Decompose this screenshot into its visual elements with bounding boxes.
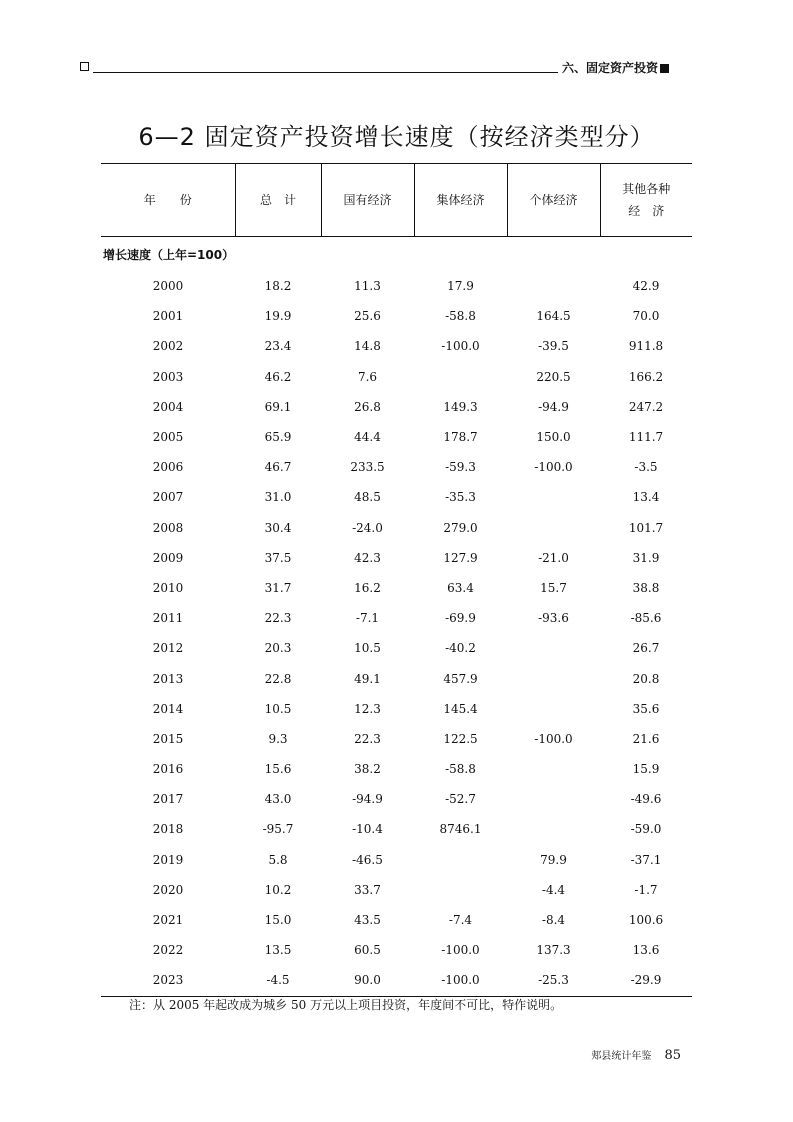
year-cell: 2015	[152, 731, 184, 746]
value-cell: -69.9	[445, 611, 476, 626]
section-label: 增长速度（上年=100）	[103, 247, 235, 262]
value-cell: 164.5	[536, 309, 571, 324]
value-cell: -100.0	[414, 965, 507, 996]
year-cell: 2022	[152, 943, 184, 958]
value-cell: -58.8	[445, 309, 476, 324]
value-cell: 9.3	[268, 731, 288, 746]
year-cell: 2006	[152, 460, 184, 475]
value-cell: 42.3	[354, 550, 381, 565]
value-cell: 38.2	[354, 762, 381, 777]
value-cell: -24.0	[352, 520, 383, 535]
value-cell	[414, 845, 507, 875]
table-row	[101, 422, 692, 452]
value-cell: -7.4	[448, 913, 473, 928]
value-cell: 13.4	[632, 490, 660, 505]
value-cell: -29.9	[600, 965, 692, 996]
value-cell: 90.0	[321, 965, 414, 996]
value-cell: 13.6	[632, 943, 660, 958]
value-cell: 33.7	[354, 882, 381, 897]
table-row	[101, 663, 692, 693]
table-row	[101, 754, 692, 784]
value-cell: 15.9	[632, 762, 660, 777]
year-cell: 2004	[152, 399, 184, 414]
value-cell: -94.9	[352, 792, 383, 807]
value-cell: 48.5	[354, 490, 381, 505]
value-cell: -8.4	[541, 913, 566, 928]
year-cell: 2019	[152, 852, 184, 867]
year-cell: 2014	[152, 701, 184, 716]
value-cell: 127.9	[443, 550, 478, 565]
value-cell: 22.3	[354, 731, 381, 746]
table-row	[101, 724, 692, 754]
value-cell: 15.7	[540, 580, 567, 595]
value-cell: 10.2	[264, 882, 292, 897]
value-cell: -3.5	[634, 460, 658, 475]
value-cell: -52.7	[445, 792, 476, 807]
value-cell: 5.8	[268, 852, 288, 867]
value-cell: 26.7	[632, 641, 660, 656]
year-cell: 2002	[152, 339, 184, 354]
value-cell: 122.5	[443, 731, 478, 746]
value-cell: -85.6	[630, 611, 662, 626]
value-cell: -25.3	[507, 965, 600, 996]
column-header: 总 计	[235, 164, 321, 237]
table-row	[101, 845, 692, 875]
value-cell: -37.1	[630, 852, 662, 867]
data-table	[101, 163, 692, 997]
value-cell: 43.5	[354, 913, 381, 928]
value-cell: 220.5	[536, 369, 571, 384]
year-cell: 2011	[152, 611, 184, 626]
header-box-icon	[80, 62, 89, 71]
value-cell: 17.9	[447, 279, 474, 294]
footnote: 注：从 2005 年起改成为城乡 50 万元以上项目投资，年度间不可比，特作说明。	[129, 998, 563, 1012]
value-cell: 65.9	[264, 430, 292, 445]
year-cell: 2008	[152, 520, 184, 535]
column-header: 集体经济	[414, 164, 507, 237]
value-cell	[507, 754, 600, 784]
value-cell	[414, 362, 507, 392]
year-cell: 2005	[152, 430, 184, 445]
value-cell: -39.5	[538, 339, 569, 354]
value-cell: 279.0	[443, 520, 478, 535]
value-cell: 20.8	[632, 671, 660, 686]
page-title: 6—2 固定资产投资增长速度（按经济类型分）	[138, 123, 655, 151]
table-row	[101, 573, 692, 603]
table-body	[101, 271, 692, 996]
filled-square-icon	[660, 64, 669, 73]
value-cell: -94.9	[538, 399, 569, 414]
table-row	[101, 392, 692, 422]
year-cell: 2012	[152, 641, 184, 656]
value-cell: 14.8	[354, 339, 381, 354]
value-cell: 19.9	[264, 309, 292, 324]
value-cell	[507, 784, 600, 814]
year-cell: 2017	[152, 792, 184, 807]
value-cell: 70.0	[632, 309, 660, 324]
value-cell: 26.8	[354, 399, 381, 414]
year-cell: 2020	[152, 882, 184, 897]
year-cell: 2018	[152, 822, 184, 837]
value-cell: 145.4	[443, 701, 478, 716]
value-cell: 38.8	[632, 580, 660, 595]
value-cell: -4.4	[541, 882, 566, 897]
value-cell: 8746.1	[439, 822, 482, 837]
table-row	[101, 875, 692, 905]
value-cell: -4.5	[235, 965, 321, 996]
column-header: 个体经济	[507, 164, 600, 237]
year-cell: 2009	[152, 550, 184, 565]
value-cell: 63.4	[447, 580, 474, 595]
page-number: 85	[664, 1048, 681, 1063]
table-row	[101, 301, 692, 331]
column-header: 国有经济	[321, 164, 414, 237]
value-cell: 31.9	[632, 550, 660, 565]
value-cell: -100.0	[534, 460, 573, 475]
value-cell: 911.8	[628, 339, 664, 354]
table-row	[101, 331, 692, 361]
value-cell	[507, 694, 600, 724]
value-cell: 49.1	[354, 671, 381, 686]
table-row	[101, 362, 692, 392]
year-cell: 2010	[152, 580, 184, 595]
value-cell	[507, 271, 600, 301]
value-cell: 11.3	[354, 279, 381, 294]
running-header-text: 六、固定资产投资	[562, 61, 659, 75]
value-cell: -7.1	[355, 611, 380, 626]
value-cell: 149.3	[443, 399, 478, 414]
value-cell	[507, 482, 600, 512]
value-cell: 37.5	[264, 550, 292, 565]
value-cell: -40.2	[445, 641, 476, 656]
year-cell: 2000	[152, 279, 184, 294]
value-cell: 46.7	[264, 460, 292, 475]
value-cell: -58.8	[445, 762, 476, 777]
value-cell: 233.5	[350, 460, 385, 475]
value-cell	[507, 513, 600, 543]
page-footer	[591, 1044, 681, 1063]
table-row	[101, 965, 692, 996]
value-cell: -46.5	[352, 852, 383, 867]
value-cell: 150.0	[536, 430, 571, 445]
year-cell: 2001	[152, 309, 184, 324]
table-row	[101, 633, 692, 663]
value-cell: 166.2	[628, 369, 664, 384]
value-cell: -59.0	[630, 822, 662, 837]
value-cell: 22.3	[264, 611, 292, 626]
table-row	[101, 482, 692, 512]
value-cell: 22.8	[264, 671, 292, 686]
value-cell: -21.0	[538, 550, 569, 565]
value-cell: 15.0	[264, 913, 292, 928]
value-cell: 35.6	[632, 701, 660, 716]
value-cell: 457.9	[443, 671, 478, 686]
value-cell: 100.6	[628, 913, 664, 928]
value-cell: 16.2	[354, 580, 381, 595]
table-row	[101, 543, 692, 573]
value-cell	[507, 814, 600, 844]
value-cell: 247.2	[628, 399, 664, 414]
year-cell: 2021	[152, 913, 184, 928]
table-row	[101, 452, 692, 482]
year-cell: 2003	[152, 369, 184, 384]
table-row	[101, 603, 692, 633]
table-row	[101, 814, 692, 844]
value-cell: 15.6	[264, 762, 292, 777]
value-cell: -100.0	[441, 943, 480, 958]
value-cell: -95.7	[262, 822, 294, 837]
value-cell	[414, 875, 507, 905]
value-cell: 10.5	[354, 641, 381, 656]
value-cell: 60.5	[354, 943, 381, 958]
value-cell: -1.7	[634, 882, 658, 897]
table-row	[101, 271, 692, 301]
year-cell: 2023	[101, 965, 235, 996]
value-cell: 7.6	[357, 369, 378, 384]
value-cell: 137.3	[536, 943, 571, 958]
value-cell: 31.0	[264, 490, 292, 505]
table-row	[101, 513, 692, 543]
value-cell: 101.7	[628, 520, 664, 535]
value-cell: 10.5	[264, 701, 292, 716]
value-cell: 79.9	[540, 852, 567, 867]
value-cell: 12.3	[354, 701, 381, 716]
value-cell: -100.0	[441, 339, 480, 354]
table-row	[101, 935, 692, 965]
value-cell: 13.5	[264, 943, 292, 958]
column-header: 年 份	[101, 164, 235, 237]
value-cell: 111.7	[628, 430, 664, 445]
table-row	[101, 784, 692, 814]
year-cell: 2007	[152, 490, 184, 505]
column-header: 其他各种 经 济	[600, 164, 692, 237]
running-header	[562, 59, 669, 76]
value-cell: -93.6	[538, 611, 569, 626]
value-cell: 69.1	[264, 399, 292, 414]
value-cell: 31.7	[264, 580, 292, 595]
value-cell: 44.4	[354, 430, 381, 445]
value-cell	[507, 633, 600, 663]
value-cell: -100.0	[534, 731, 573, 746]
value-cell: -10.4	[352, 822, 383, 837]
year-cell: 2016	[152, 762, 184, 777]
value-cell: 18.2	[264, 279, 292, 294]
footer-book-name: 郏县统计年鉴	[591, 1051, 652, 1062]
value-cell: -59.3	[445, 460, 476, 475]
table-row	[101, 905, 692, 935]
value-cell: 30.4	[264, 520, 292, 535]
value-cell	[507, 663, 600, 693]
value-cell: -49.6	[630, 792, 662, 807]
value-cell: 20.3	[264, 641, 292, 656]
value-cell: 42.9	[632, 279, 660, 294]
header-rule	[93, 72, 558, 73]
section-row	[101, 237, 692, 272]
table-header-row	[101, 164, 692, 237]
value-cell: 23.4	[264, 339, 292, 354]
table-row	[101, 694, 692, 724]
value-cell: 46.2	[264, 369, 292, 384]
value-cell: 21.6	[632, 731, 660, 746]
value-cell: -35.3	[445, 490, 476, 505]
year-cell: 2013	[152, 671, 184, 686]
value-cell: 25.6	[354, 309, 381, 324]
value-cell: 43.0	[264, 792, 292, 807]
value-cell: 178.7	[443, 430, 478, 445]
